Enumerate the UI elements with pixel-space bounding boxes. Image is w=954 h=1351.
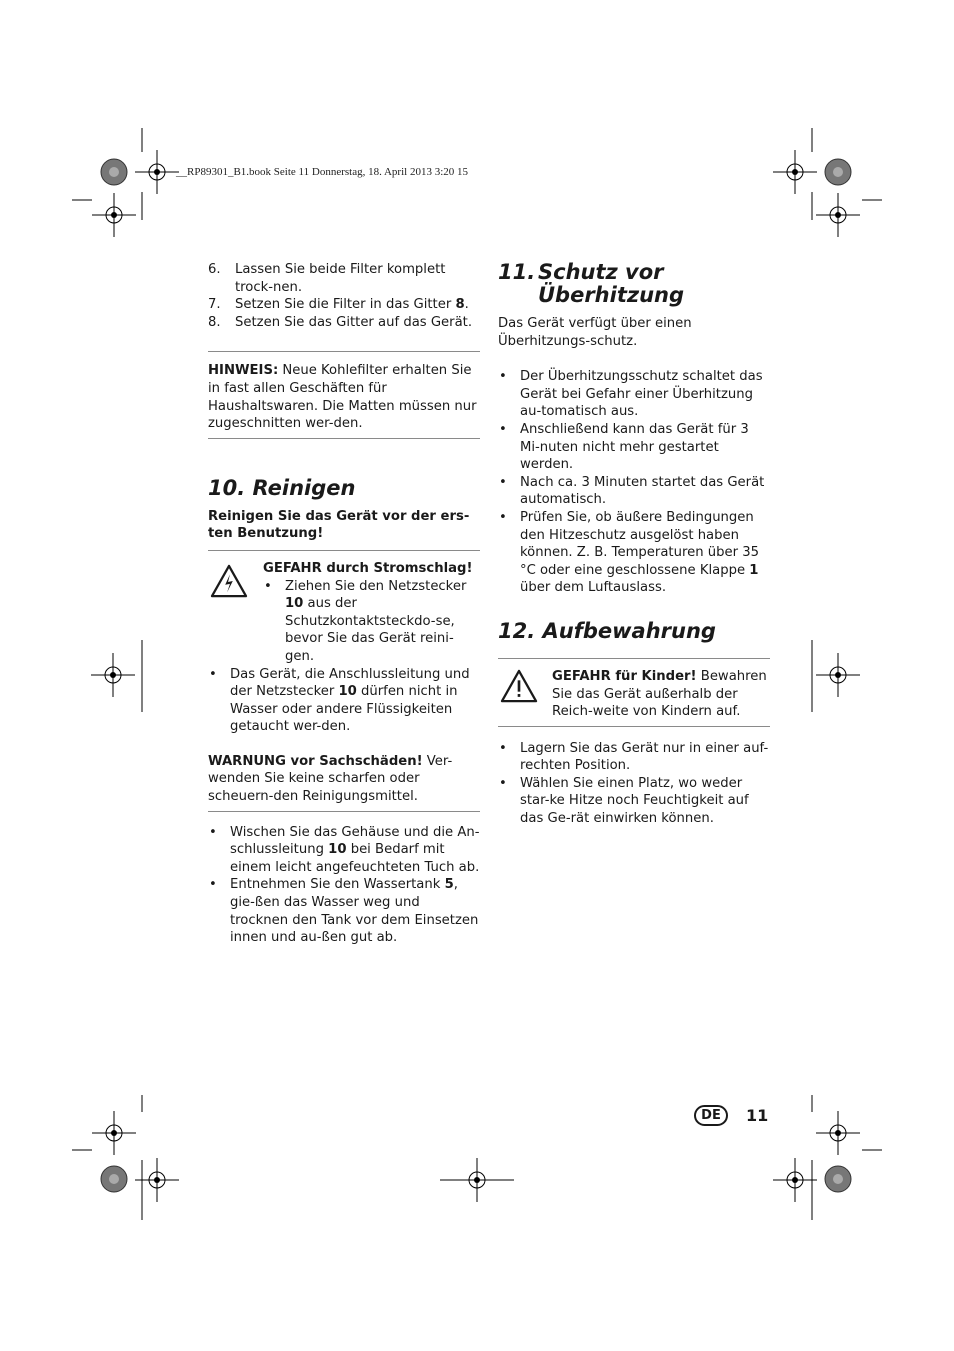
- danger-electric-shock: GEFAHR durch Stromschlag! • Ziehen Sie den Netzstecker 10 aus der Schutzkontaktsteckdo-se, bevor Sie das Gerät reini-gen.: [208, 560, 480, 666]
- divider: [498, 658, 770, 659]
- list-item: 6. Lassen Sie beide Filter komplett trock-nen.: [208, 262, 446, 295]
- list-item: • Der Überhitzungsschutz schaltet das Gerät bei Gefahr einer Überhitzung au-tomatisch aus.: [498, 368, 770, 421]
- cleaning-steps: [208, 824, 480, 947]
- section-heading-schutz: 11. Schutz vor Überhitzung: [498, 260, 685, 307]
- list-item: • Anschließend kann das Gerät für 3 Mi-nuten nicht mehr gestartet werden.: [498, 421, 770, 474]
- right-column: [498, 261, 770, 828]
- print-header: __RP89301_B1.book Seite 11 Donnerstag, 18. April 2013 3:20 15: [176, 166, 469, 178]
- divider: [498, 726, 770, 727]
- numbered-steps: [208, 261, 480, 331]
- divider: [208, 351, 480, 352]
- overheat-intro: Das Gerät verfügt über einen Überhitzungs-schutz.: [498, 316, 692, 349]
- danger-bullets: [263, 578, 480, 666]
- section-heading-aufbewahrung: 12. Aufbewahrung: [498, 618, 716, 643]
- page-number: 11: [746, 1106, 769, 1125]
- left-column: [208, 261, 480, 947]
- list-item: • Das Gerät, die Anschlussleitung und der Netzstecker 10 dürfen nicht in Wasser oder andere Flüssigkeiten getaucht wer-den.: [208, 666, 480, 736]
- intro-warning: Reinigen Sie das Gerät vor der ers-ten Benutzung!: [208, 508, 470, 542]
- immersion-warning-list: [208, 666, 480, 736]
- list-item: 7. Setzen Sie die Filter in das Gitter 8.: [208, 297, 469, 313]
- divider: [208, 550, 480, 551]
- warning-triangle-icon: [500, 669, 538, 703]
- list-item: • Wischen Sie das Gehäuse und die An-schlussleitung 10 bei Bedarf mit einem leicht angefeuchteten Tuch ab.: [208, 824, 480, 877]
- danger-children: GEFAHR für Kinder! Bewahren Sie das Gerät außerhalb der Reich-weite von Kindern auf.: [498, 668, 770, 721]
- storage-bullets: [498, 740, 770, 828]
- overheat-bullets: [498, 368, 770, 597]
- section-heading-reinigen: 10. Reinigen: [208, 475, 356, 500]
- divider: [208, 811, 480, 812]
- warning-material-damage: WARNUNG vor Sachschäden! Ver-wenden Sie keine scharfen oder scheuern-den Reinigungsmittel.: [208, 753, 453, 805]
- language-badge: DE: [694, 1105, 728, 1126]
- hinweis-note: HINWEIS: Neue Kohlefilter erhalten Sie in fast allen Geschäften für Haushaltswaren. Die Matten müssen nur zugeschnitten wer-den.: [208, 363, 477, 432]
- list-item: • Entnehmen Sie den Wassertank 5, gie-ßen das Wasser weg und trocknen den Tank vor dem Einsetzen innen und au-ßen gut ab.: [208, 876, 480, 946]
- list-item: • Nach ca. 3 Minuten startet das Gerät automatisch.: [498, 474, 770, 509]
- page-footer: [694, 1105, 774, 1127]
- divider: [208, 438, 480, 439]
- list-item: • Lagern Sie das Gerät nur in einer auf-rechten Position.: [498, 740, 770, 775]
- list-item: • Ziehen Sie den Netzstecker 10 aus der Schutzkontaktsteckdo-se, bevor Sie das Gerät reini-gen.: [263, 578, 480, 666]
- electric-shock-warning-icon: [210, 564, 248, 598]
- list-item: 8. Setzen Sie das Gitter auf das Gerät.: [208, 314, 473, 330]
- list-item: • Prüfen Sie, ob äußere Bedingungen den Hitzeschutz ausgelöst haben können. Z. B. Temperaturen über 35 °C oder eine geschlossene Klappe 1 über dem Luftauslass.: [498, 509, 770, 597]
- list-item: • Wählen Sie einen Platz, wo weder star-ke Hitze noch Feuchtigkeit auf das Ge-rät einwirken können.: [498, 775, 770, 828]
